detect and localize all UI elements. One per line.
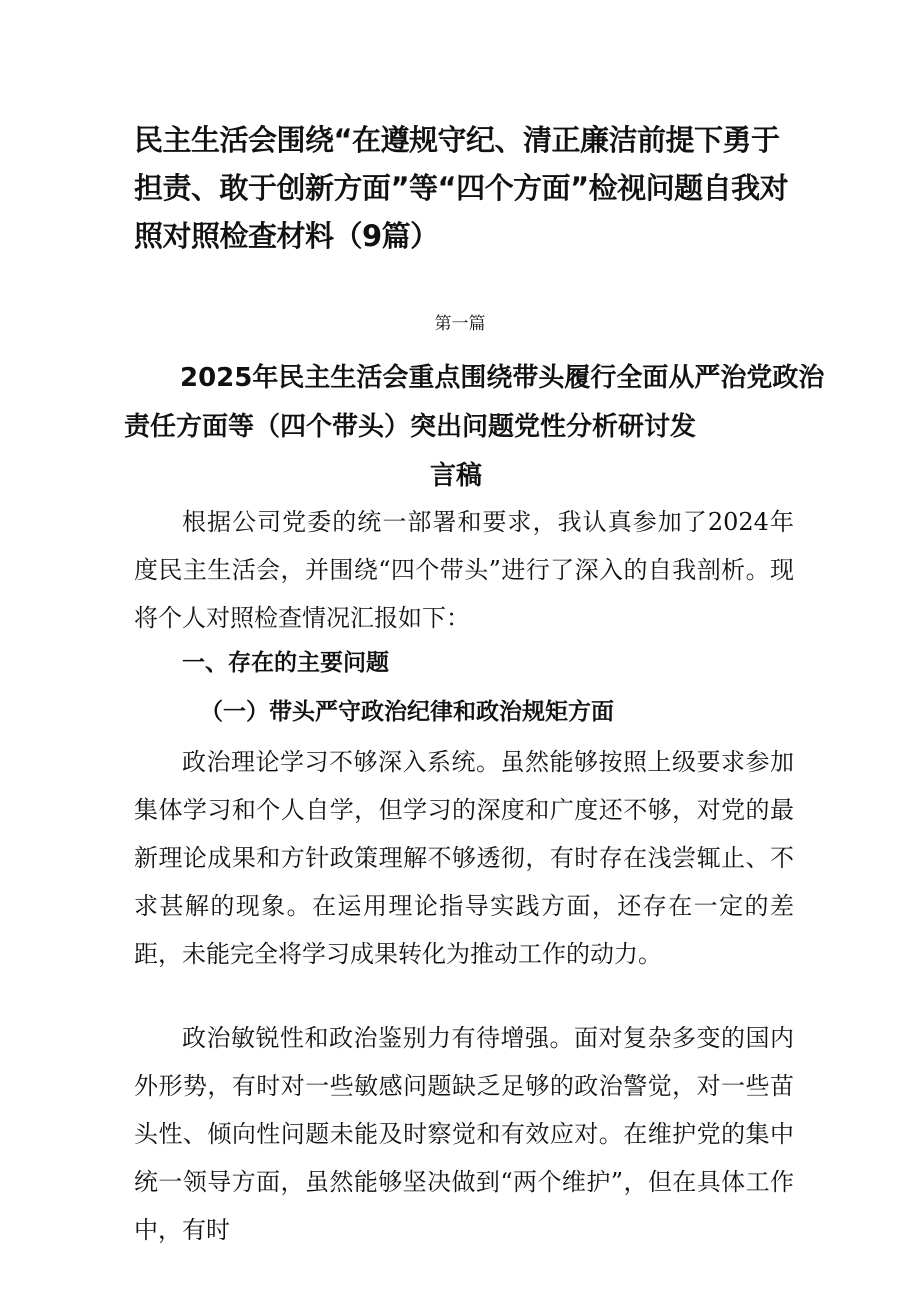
body-paragraph: 政治理论学习不够深入系统。虽然能够按照上级要求参加集体学习和个人自学，但学习的深度和广度还不够，对党的最新理论成果和方针政策理解不够透彻，有时存在浅尝辄止、不求甚解的现象。在运用理论指导实践方面，还存在一定的差距，未能完全将学习成果转化为推动工作的动力。 xyxy=(134,748,794,968)
section-label: 第一篇 xyxy=(434,314,486,334)
section-heading: 一、存在的主要问题 xyxy=(182,650,389,676)
intro-paragraph: 根据公司党委的统一部署和要求，我认真参加了2024年度民主生活会，并围绕“四个带头”进行了深入的自我剖析。现将个人对照检查情况汇报如下： xyxy=(134,508,794,632)
article-title-line-1: 2025年民主生活会重点围绕带头履行全面从严治党政治 xyxy=(180,363,825,393)
subsection-heading: （一）带头严守政治纪律和政治规矩方面 xyxy=(200,698,614,725)
article-title-line-3: 言稿 xyxy=(429,461,482,491)
document-title: 民主生活会围绕“在遵规守纪、清正廉洁前提下勇于担责、敢于创新方面”等“四个方面”检视问题自我对照对照检查材料（9篇） xyxy=(134,123,789,253)
article-title xyxy=(124,354,825,501)
body-paragraph: 政治敏锐性和政治鉴别力有待增强。面对复杂多变的国内外形势，有时对一些敏感问题缺乏足够的政治警觉，对一些苗头性、倾向性问题未能及时察觉和有效应对。在维护党的集中统一领导方面，虽然能够坚决做到“两个维护”，但在具体工作中，有时 xyxy=(134,1024,794,1244)
article-title-line-2: 责任方面等（四个带头）突出问题党性分析研讨发 xyxy=(124,412,697,442)
